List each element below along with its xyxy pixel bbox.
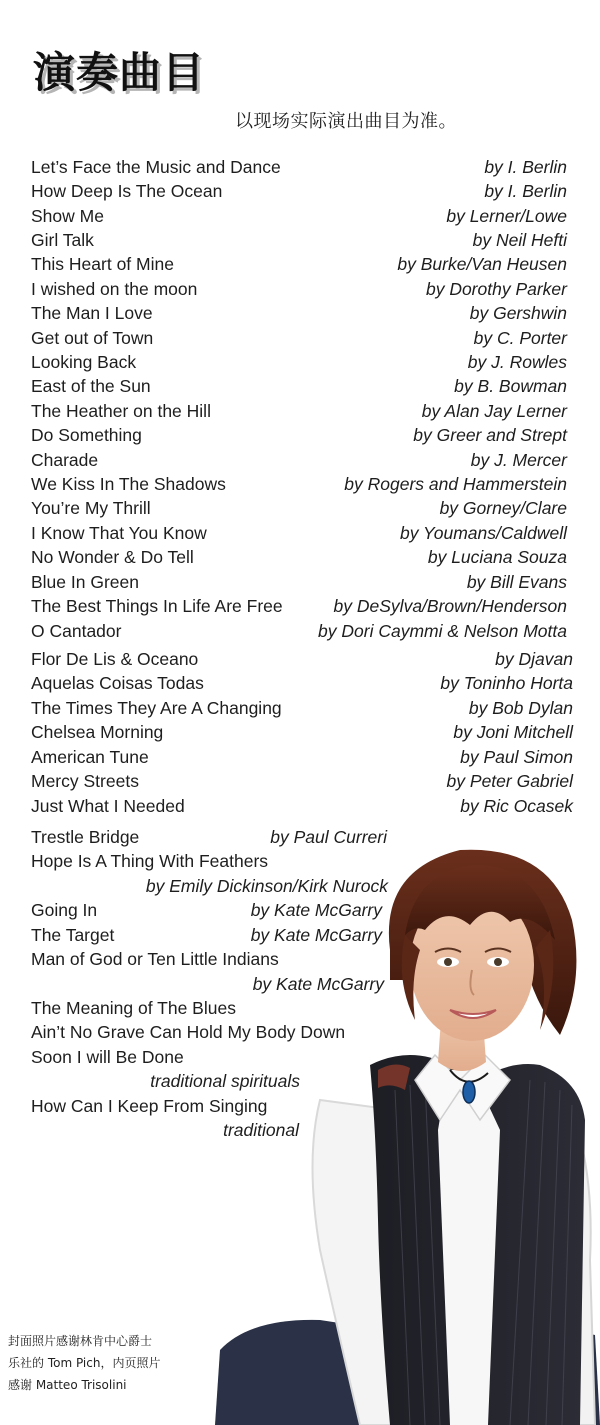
- song-title: East of the Sun: [31, 376, 151, 396]
- song-title: Show Me: [31, 206, 104, 226]
- song-title: I Know That You Know: [31, 523, 207, 543]
- list-item: [31, 545, 567, 569]
- list-item: [31, 594, 567, 618]
- credit-line: 感谢 Matteo Trisolini: [8, 1378, 127, 1392]
- song-composer: by Neil Hefti: [472, 230, 567, 250]
- list-item: [31, 947, 387, 971]
- song-title: Get out of Town: [31, 328, 154, 348]
- song-title: How Deep Is The Ocean: [31, 181, 223, 201]
- list-item: [31, 720, 573, 744]
- list-item: [31, 996, 387, 1020]
- song-composer: by C. Porter: [473, 328, 567, 348]
- song-title: Just What I Needed: [31, 796, 185, 816]
- song-composer: by Dori Caymmi & Nelson Motta: [318, 621, 567, 641]
- song-composer: by Rogers and Hammerstein: [344, 474, 567, 494]
- song-composer: by Paul Simon: [460, 747, 573, 767]
- list-item: [31, 277, 567, 301]
- list-item: [31, 399, 567, 423]
- song-composer: by Toninho Horta: [440, 673, 573, 693]
- song-title: Mercy Streets: [31, 771, 139, 791]
- song-title: The Meaning of The Blues: [31, 998, 236, 1018]
- list-item: [31, 374, 567, 398]
- song-composer: by Alan Jay Lerner: [421, 401, 567, 421]
- song-composer: traditional: [223, 1120, 299, 1140]
- song-composer: by Kate McGarry: [250, 900, 382, 920]
- list-item: [31, 745, 573, 769]
- list-item: [31, 423, 567, 447]
- song-composer: by J. Mercer: [470, 450, 567, 470]
- list-item: [31, 825, 387, 849]
- song-composer: by Greer and Strept: [413, 425, 567, 445]
- song-title: Chelsea Morning: [31, 722, 164, 742]
- song-title: Soon I will Be Done: [31, 1047, 184, 1067]
- song-composer: by Peter Gabriel: [446, 771, 573, 791]
- song-composer: by DeSylva/Brown/Henderson: [333, 596, 567, 616]
- song-composer: by Kate McGarry: [252, 974, 384, 994]
- list-item: [31, 448, 567, 472]
- list-item: [31, 769, 573, 793]
- list-item: [31, 923, 382, 947]
- song-title: The Best Things In Life Are Free: [31, 596, 283, 616]
- page-subtitle: 以现场实际演出曲目为准。: [235, 111, 457, 132]
- list-item: [31, 155, 567, 179]
- song-title: Going In: [31, 900, 98, 920]
- song-composer: by Joni Mitchell: [453, 722, 573, 742]
- credit-line: 乐社的 Tom Pich，内页照片: [8, 1356, 161, 1370]
- list-item: [31, 326, 567, 350]
- list-item: [31, 570, 567, 594]
- song-composer: by Bob Dylan: [468, 698, 573, 718]
- list-item: [31, 1045, 387, 1069]
- song-title: How Can I Keep From Singing: [31, 1096, 268, 1116]
- song-title: You’re My Thrill: [31, 498, 151, 518]
- song-composer: by Luciana Souza: [427, 547, 567, 567]
- song-composer: by Paul Curreri: [270, 827, 387, 847]
- list-item: [31, 647, 573, 671]
- song-composer: by Youmans/Caldwell: [400, 523, 567, 543]
- song-title: Trestle Bridge: [31, 827, 140, 847]
- song-title: Let’s Face the Music and Dance: [31, 157, 281, 177]
- song-composer: by Kate McGarry: [250, 925, 382, 945]
- photo-credits: [8, 1330, 160, 1396]
- song-composer: by Gorney/Clare: [439, 498, 567, 518]
- list-item: [31, 898, 382, 922]
- song-composer: by J. Rowles: [467, 352, 567, 372]
- song-title: Girl Talk: [31, 230, 94, 250]
- song-title: The Man I Love: [31, 303, 153, 323]
- song-title: This Heart of Mine: [31, 254, 174, 274]
- list-item: [31, 849, 387, 873]
- song-composer: by B. Bowman: [454, 376, 567, 396]
- list-item: [31, 179, 567, 203]
- song-composer: by Gershwin: [469, 303, 567, 323]
- song-title: The Target: [31, 925, 115, 945]
- list-item: [31, 1094, 387, 1118]
- song-title: Looking Back: [31, 352, 137, 372]
- song-title: We Kiss In The Shadows: [31, 474, 226, 494]
- song-title: I wished on the moon: [31, 279, 198, 299]
- song-title: The Heather on the Hill: [31, 401, 211, 421]
- song-title: Hope Is A Thing With Feathers: [31, 851, 269, 871]
- list-item: [31, 204, 567, 228]
- list-item: [31, 1020, 387, 1044]
- song-composer: by Burke/Van Heusen: [397, 254, 567, 274]
- page-title: 演奏曲目: [33, 48, 206, 97]
- credit-line: 封面照片感谢林肯中心爵士: [8, 1334, 153, 1348]
- list-item: [31, 496, 567, 520]
- list-item: [31, 696, 573, 720]
- song-composer: by I. Berlin: [484, 181, 567, 201]
- list-item: [31, 521, 567, 545]
- song-title: Do Something: [31, 425, 142, 445]
- song-composer: by Emily Dickinson/Kirk Nurock: [145, 876, 388, 896]
- list-item: [31, 472, 567, 496]
- song-title: American Tune: [31, 747, 149, 767]
- list-item: [31, 252, 567, 276]
- song-composer: by Dorothy Parker: [425, 279, 567, 299]
- song-composer: by I. Berlin: [484, 157, 567, 177]
- list-item: [31, 301, 567, 325]
- song-composer: by Djavan: [495, 649, 573, 669]
- song-title: Man of God or Ten Little Indians: [31, 949, 279, 969]
- song-title: Charade: [31, 450, 99, 470]
- list-item: [31, 794, 573, 818]
- list-item: [31, 671, 573, 695]
- song-title: Aquelas Coisas Todas: [31, 673, 204, 693]
- song-composer: by Ric Ocasek: [460, 796, 573, 816]
- song-title: The Times They Are A Changing: [31, 698, 282, 718]
- song-composer: by Bill Evans: [466, 572, 567, 592]
- list-item: [31, 228, 567, 252]
- song-title: Blue In Green: [31, 572, 139, 592]
- song-title: Ain’t No Grave Can Hold My Body Down: [31, 1022, 346, 1042]
- song-title: No Wonder & Do Tell: [31, 547, 194, 567]
- list-item: [31, 350, 567, 374]
- list-item: [31, 619, 567, 643]
- song-composer: traditional spirituals: [150, 1071, 300, 1091]
- song-title: Flor De Lis & Oceano: [31, 649, 199, 669]
- song-title: O Cantador: [31, 621, 122, 641]
- song-composer: by Lerner/Lowe: [446, 206, 567, 226]
